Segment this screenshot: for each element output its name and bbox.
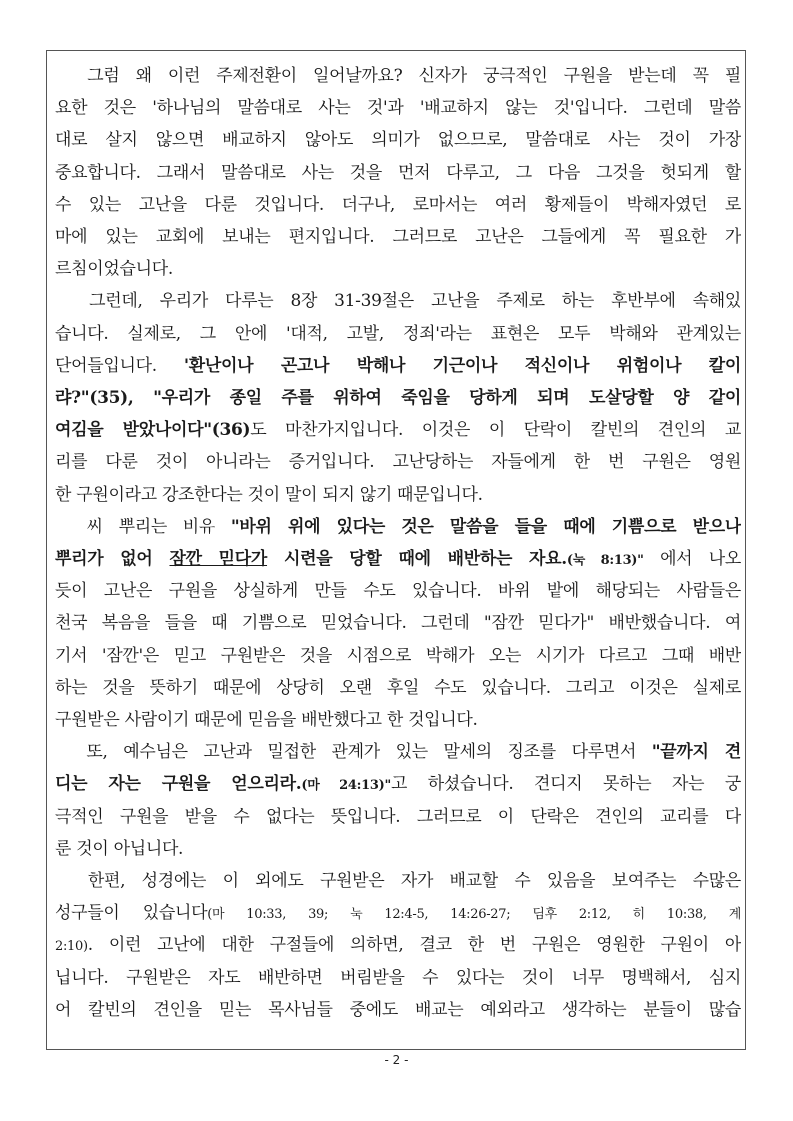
text-line xyxy=(55,382,741,414)
text-line xyxy=(55,768,741,800)
text-line xyxy=(55,672,741,704)
text-span: 단어들입니다. xyxy=(55,355,184,376)
bold-quote-span: 여김을 받았나이다"(36) xyxy=(55,420,251,441)
text-line xyxy=(55,414,741,446)
bold-quote-span: 시련을 당할 때에 배반하는 자요. xyxy=(267,549,567,569)
text-span: 듯이 고난은 구원을 상실하게 만들 수도 있습니다. 바위 밭에 해당되는 사람들은 xyxy=(55,581,741,602)
text-span: 고 하셨습니다. 견디지 못하는 자는 궁 xyxy=(391,774,741,795)
text-span: 닙니다. 구원받은 자도 배반하면 버림받을 수 있다는 것이 너무 명백해서, 심지 xyxy=(55,967,741,988)
text-span: 2:10) xyxy=(55,939,88,955)
text-span: 중요합니다. 그래서 말씀대로 사는 것을 먼저 다루고, 그 다음 그것을 헛되게 할 xyxy=(55,162,741,183)
page-number: - 2 - xyxy=(384,1053,409,1067)
text-line xyxy=(55,253,741,285)
text-line xyxy=(55,929,741,961)
text-span: 습니다. 실제로, 그 안에 '대적, 고발, 정죄'라는 표현은 모두 박해와 관계있는 xyxy=(55,323,741,344)
text-span: 하는 것을 뜻하기 때문에 상당히 오랜 후일 수도 있습니다. 그리고 이것은 실제로 xyxy=(55,677,741,698)
text-span: 리를 다룬 것이 아니라는 증거입니다. 고난당하는 자들에게 한 번 구원은 영원 xyxy=(55,452,741,473)
text-line xyxy=(55,157,741,189)
bold-quote-span: "끝까지 견 xyxy=(651,742,741,763)
text-span: 르침이었습니다. xyxy=(55,259,173,280)
text-line xyxy=(55,543,741,575)
text-span: 그런데, 우리가 다루는 8장 31-39절은 고난을 주제로 하는 후반부에 속해있 xyxy=(55,291,741,312)
text-span: 천국 복음을 들을 때 기쁨으로 믿었습니다. 그런데 "잠깐 믿다가" 배반했습니다. 여 xyxy=(55,613,741,634)
bold-quote-span: (마 24:13)" xyxy=(301,778,391,794)
text-line xyxy=(55,736,741,768)
text-line xyxy=(55,350,741,382)
text-line xyxy=(55,897,741,929)
text-line xyxy=(55,704,741,736)
text-span: 극적인 구원을 받을 수 없다는 뜻입니다. 그러므로 이 단락은 견인의 교리를 다 xyxy=(55,806,741,827)
text-span: . 이런 고난에 대한 구절들에 의하면, 결코 한 번 구원은 영원한 구원이 아 xyxy=(87,935,741,956)
text-line xyxy=(55,285,741,317)
text-line xyxy=(55,640,741,672)
text-span: 한편, 성경에는 이 외에도 구원받은 자가 배교할 수 있음을 보여주는 수많은 xyxy=(55,871,741,891)
text-span: 대로 살지 않으면 배교하지 않아도 의미가 없으므로, 말씀대로 사는 것이 가장 xyxy=(55,130,741,151)
text-line xyxy=(55,479,741,511)
text-span: 어 칼빈의 견인을 믿는 목사님들 중에도 배교는 예외라고 생각하는 분들이 많습 xyxy=(55,999,741,1020)
text-line xyxy=(55,221,741,253)
text-line xyxy=(55,833,741,865)
text-span: 구원받은 사람이기 때문에 믿음을 배반했다고 한 것입니다. xyxy=(55,710,478,730)
text-line xyxy=(55,446,741,478)
text-span: 룬 것이 아닙니다. xyxy=(55,838,184,859)
text-span: 에서 나오 xyxy=(643,549,741,569)
text-span: 씨 뿌리는 비유 xyxy=(55,516,231,537)
text-span: 기서 '잠깐'은 믿고 구원받은 것을 시점으로 박해가 오는 시기가 다르고 그때 배반 xyxy=(55,645,741,666)
text-line xyxy=(55,575,741,607)
text-span: 수 있는 고난을 다룬 것입니다. 더구나, 로마서는 여러 황제들이 박해자였던 로 xyxy=(55,194,741,215)
bold-quote-span: 잠깐 믿다가 xyxy=(169,549,268,569)
text-line xyxy=(55,60,741,92)
bold-quote-span: "바위 위에 있다는 것은 말씀을 들을 때에 기쁨으로 받으나 xyxy=(230,516,741,537)
text-line xyxy=(55,511,741,543)
bold-quote-span: 랴?"(35), "우리가 종일 주를 위하여 죽임을 당하게 되며 도살당할 양 같이 xyxy=(55,388,741,408)
text-span: 그럼 왜 이런 주제전환이 일어날까요? 신자가 궁극적인 구원을 받는데 꼭 필 xyxy=(55,66,741,86)
text-span: (마 10:33, 39; 눅 12:4-5, 14:26-27; 딤후 2:12, 히 10:38, 계 xyxy=(207,907,741,923)
bold-quote-span: 뿌리가 없어 xyxy=(55,549,170,569)
text-span: 한 구원이라고 강조한다는 것이 말이 되지 않기 때문입니다. xyxy=(55,484,483,505)
text-line xyxy=(55,865,741,897)
text-line xyxy=(55,124,741,156)
text-span: 또, 예수님은 고난과 밀접한 관계가 있는 말세의 징조를 다루면서 xyxy=(55,742,652,763)
text-line xyxy=(55,962,741,994)
text-span: 요한 것은 '하나님의 말씀대로 사는 것'과 '배교하지 않는 것'입니다. 그런데 말씀 xyxy=(55,98,741,119)
text-line xyxy=(55,801,741,833)
text-line xyxy=(55,607,741,639)
text-line xyxy=(55,318,741,350)
text-line xyxy=(55,189,741,221)
bold-quote-span: 디는 자는 구원을 얻으리라. xyxy=(55,774,302,795)
text-line xyxy=(55,994,741,1026)
bold-quote-span: '환난이나 곤고나 박해나 기근이나 적신이나 위험이나 칼이 xyxy=(183,355,741,376)
text-span: 성구들이 있습니다 xyxy=(55,903,208,924)
text-line xyxy=(55,92,741,124)
bold-quote-span: (눅 8:13)" xyxy=(566,553,644,568)
text-span: 도 마찬가지입니다. 이것은 이 단락이 칼빈의 견인의 교 xyxy=(250,420,741,441)
text-span: 마에 있는 교회에 보내는 편지입니다. 그러므로 고난은 그들에게 꼭 필요한 가 xyxy=(55,227,741,247)
